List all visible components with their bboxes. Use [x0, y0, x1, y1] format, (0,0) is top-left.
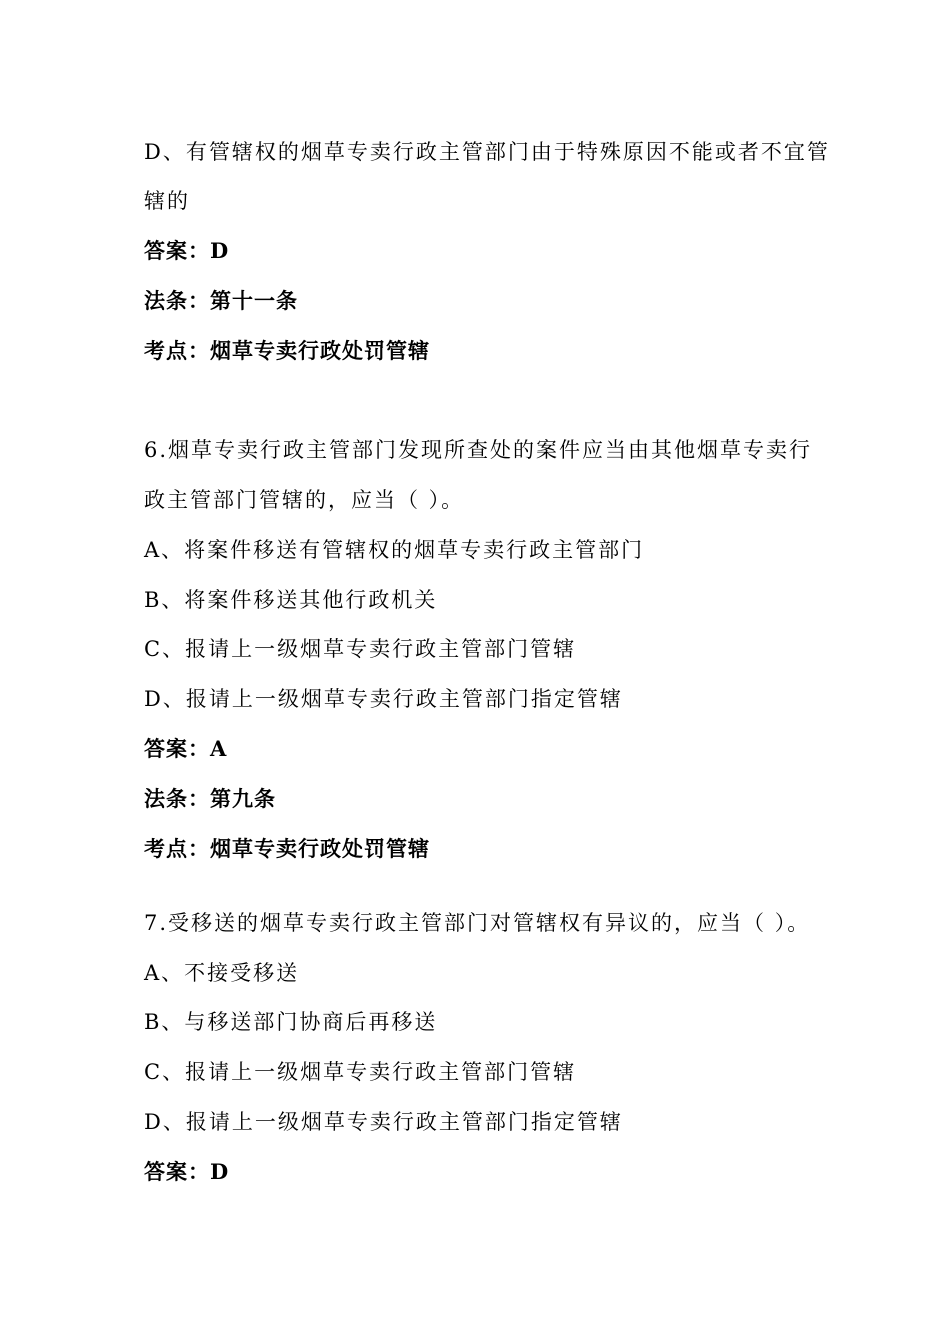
q7-option-b: B、与移送部门协商后再移送 — [144, 1010, 438, 1034]
q6-option-b: B、将案件移送其他行政机关 — [144, 588, 438, 612]
q6-option-d: D、报请上一级烟草专卖行政主管部门指定管辖 — [144, 687, 623, 711]
q6-law: 法条：第九条 — [144, 786, 276, 811]
q7-option-d: D、报请上一级烟草专卖行政主管部门指定管辖 — [144, 1110, 623, 1134]
q7-option-c: C、报请上一级烟草专卖行政主管部门管辖 — [144, 1060, 577, 1084]
q7-option-a: A、不接受移送 — [144, 961, 300, 985]
q5-law: 法条：第十一条 — [144, 288, 298, 313]
q5-answer: 答案：D — [144, 238, 230, 263]
q5-option-d-line2: 辖的 — [144, 189, 190, 213]
q6-stem-line1: 6.烟草专卖行政主管部门发现所查处的案件应当由其他烟草专卖行 — [144, 438, 813, 462]
q6-answer: 答案：A — [144, 736, 228, 761]
q7-answer: 答案：D — [144, 1159, 230, 1184]
q5-point: 考点：烟草专卖行政处罚管辖 — [144, 338, 430, 363]
q6-option-c: C、报请上一级烟草专卖行政主管部门管辖 — [144, 637, 577, 661]
q5-option-d-line1: D、有管辖权的烟草专卖行政主管部门由于特殊原因不能或者不宜管 — [144, 140, 830, 164]
q6-point: 考点：烟草专卖行政处罚管辖 — [144, 836, 430, 861]
q6-option-a: A、将案件移送有管辖权的烟草专卖行政主管部门 — [144, 538, 645, 562]
q7-stem: 7.受移送的烟草专卖行政主管部门对管辖权有异议的，应当（ ）。 — [144, 911, 811, 935]
q6-stem-line2: 政主管部门管辖的，应当（ ）。 — [144, 488, 465, 512]
